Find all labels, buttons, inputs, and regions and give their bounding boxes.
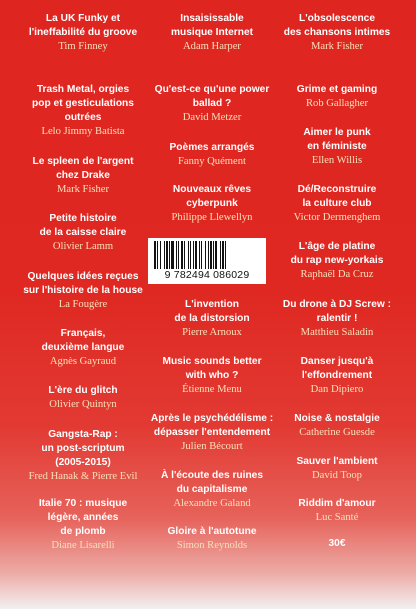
barcode-bar <box>190 241 191 269</box>
barcode-bar <box>205 241 206 269</box>
book-title: Gloire à l'autotune <box>167 526 257 537</box>
book-entry <box>262 240 412 282</box>
barcode-bar <box>210 241 212 269</box>
barcode-bar <box>193 241 194 269</box>
book-entry <box>262 12 412 54</box>
book-author: Raphaël Da Cruz <box>300 269 374 280</box>
barcode-bar <box>201 241 202 269</box>
barcode-bar <box>188 241 189 269</box>
book-title: Nouveaux rêves cyberpunk <box>172 184 252 209</box>
book-entry <box>8 155 158 197</box>
book-title: Qu'est-ce qu'une power ballad ? <box>154 84 270 109</box>
book-entry <box>262 412 412 440</box>
book-title: Insaisissable musique Internet <box>170 13 254 38</box>
book-title: L'obsolescence des chansons intimes <box>283 13 391 38</box>
book-entry <box>8 327 158 369</box>
book-author: Matthieu Saladin <box>300 327 374 338</box>
book-title: Noise & nostalgie <box>294 413 380 424</box>
book-entry <box>262 83 412 111</box>
barcode-bar <box>169 241 170 269</box>
book-title: Poèmes arrangés <box>169 142 255 153</box>
barcode-bar <box>166 241 168 269</box>
book-entry <box>262 455 412 483</box>
book-author: Mark Fisher <box>310 41 364 52</box>
barcode-bar <box>220 241 221 269</box>
barcode-bar <box>154 241 156 269</box>
barcode-bar <box>171 241 174 269</box>
book-entry <box>262 183 412 225</box>
book-title: Dé/Reconstruire la culture club <box>297 184 377 209</box>
book-title: Danser jusqu'à l'effondrement <box>300 356 374 381</box>
book-entry <box>262 298 412 340</box>
book-author: Mark Fisher <box>56 184 110 195</box>
barcode-bar <box>199 241 200 269</box>
book-title: Quelques idées reçues sur l'histoire de la house <box>23 271 143 296</box>
book-author: Tim Finney <box>58 41 108 52</box>
book-title: Music sounds better with who ? <box>162 356 262 381</box>
book-title: Sauver l'ambient <box>296 456 378 467</box>
price: 30€ <box>328 538 346 549</box>
isbn-number: 9 782494 086029 <box>164 269 250 281</box>
book-author: Alexandre Galand <box>173 498 251 509</box>
book-title: Français, deuxième langue <box>41 328 125 353</box>
book-author: Rob Gallagher <box>305 98 369 109</box>
book-title: L'âge de platine du rap new-yorkais <box>290 241 384 266</box>
book-title: La UK Funky et l'ineffabilité du groove <box>28 13 138 38</box>
book-author: Catherine Guesde <box>299 427 375 438</box>
book-title: Gangsta-Rap : un post-scriptum (2005-2015) <box>41 429 125 468</box>
book-author: Julien Bécourt <box>181 441 243 452</box>
book-entry <box>262 497 412 525</box>
book-entry <box>8 497 158 553</box>
book-entry <box>8 270 158 312</box>
book-entry <box>8 12 158 54</box>
book-author: Fred Hanak & Pierre Evil <box>28 471 138 482</box>
book-author: Dan Dipiero <box>310 384 364 395</box>
barcode-bar <box>181 241 183 269</box>
barcode-bar <box>184 241 185 269</box>
book-entry <box>8 83 158 139</box>
book-entry <box>8 428 158 484</box>
book-title: À l'écoute des ruines du capitalisme <box>160 470 264 495</box>
barcode-bar <box>222 241 224 269</box>
book-author: Fanny Quément <box>178 156 246 167</box>
barcode <box>148 238 266 284</box>
book-author: Lelo Jimmy Batista <box>41 126 125 137</box>
book-author: Olivier Quintyn <box>49 399 117 410</box>
book-title: Après le psychédélisme : dépasser l'entendement <box>150 413 274 438</box>
book-entry <box>8 384 158 412</box>
book-entry <box>8 212 158 254</box>
book-author: Diane Lisarelli <box>51 540 115 551</box>
book-title: Riddim d'amour <box>298 498 376 509</box>
book-author: Olivier Lamm <box>52 241 114 252</box>
barcode-bar <box>157 241 158 269</box>
barcode-bar <box>164 241 165 269</box>
book-author: Philippe Llewellyn <box>171 212 253 223</box>
book-author: David Metzer <box>182 112 242 123</box>
book-title: Du drone à DJ Screw : ralentir ! <box>282 299 392 324</box>
book-author: Luc Santé <box>315 512 359 523</box>
book-author: Étienne Menu <box>182 384 242 395</box>
book-author: La Fougère <box>58 299 108 310</box>
book-author: David Toop <box>312 470 362 481</box>
barcode-bar <box>195 241 197 269</box>
book-title: Grime et gaming <box>296 84 378 95</box>
book-author: Agnès Gayraud <box>49 356 117 367</box>
book-author: Adam Harper <box>183 41 241 52</box>
book-entry <box>262 355 412 397</box>
book-title: Le spleen de l'argent chez Drake <box>32 156 134 181</box>
book-entry <box>262 126 412 168</box>
barcode-bar <box>160 241 161 269</box>
barcode-bar <box>176 241 177 269</box>
barcode-bar <box>215 241 217 269</box>
book-title: Petite histoire de la caisse claire <box>39 213 127 238</box>
book-author: Simon Reynolds <box>176 540 248 551</box>
book-title: Trash Metal, orgies pop et gesticulations outrées <box>32 84 134 123</box>
barcode-bars <box>154 241 260 269</box>
book-author: Pierre Arnoux <box>182 327 242 338</box>
book-title: L'ère du glitch <box>48 385 118 396</box>
book-author: Victor Dermenghem <box>293 212 381 223</box>
book-title: L'invention de la distorsion <box>174 299 250 324</box>
book-author: Ellen Willis <box>311 155 363 166</box>
barcode-bar <box>213 241 214 269</box>
book-title: Italie 70 : musique légère, années de plomb <box>38 498 128 537</box>
barcode-bar <box>225 241 226 269</box>
book-title: Aimer le punk en féministe <box>303 127 371 152</box>
barcode-bar <box>178 241 179 269</box>
barcode-bar <box>208 241 209 269</box>
